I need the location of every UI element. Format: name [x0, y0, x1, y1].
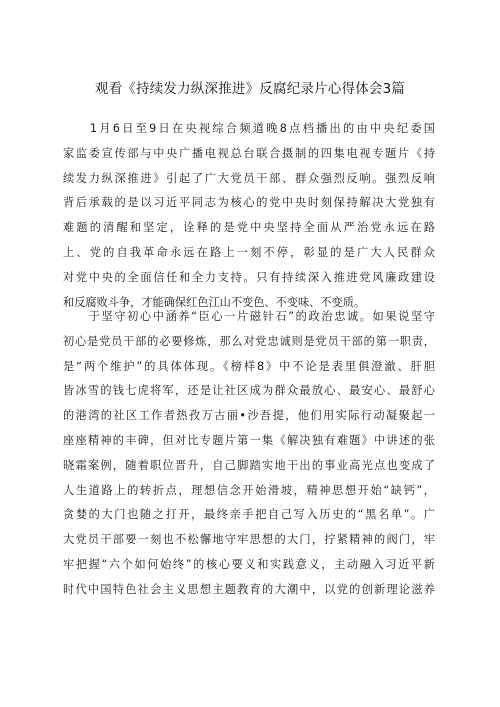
paragraph-line: 大党员干部要一刻也不松懈地守牢思想的大门，拧紧精神的阀门，牢 — [63, 533, 435, 547]
paragraph-line: 初心是党员干部的必要修炼，那么对党忠诚则是党员干部的第一职责， — [63, 334, 435, 348]
paragraph-line: 和反腐败斗争，才能确保红色江山不变色、不变味、不变质。 — [63, 295, 366, 309]
paragraph-line: 牢把握“六个如何始终”的核心要义和实践意义，主动融入习近平新 — [63, 557, 435, 571]
paragraph-line: 座座精神的丰碑，但对比专题片第一集《解决独有难题》中讲述的张 — [63, 433, 435, 447]
paragraph-line: 皆冰雪的钱七虎将军，还是让社区成为群众最放心、最安心、最舒心 — [63, 384, 435, 398]
paragraph-line: 对党中央的全面信任和全力支持。只有持续深入推进党风廉政建设 — [63, 270, 435, 284]
paragraph-line: 背后承载的是以习近平同志为核心的党中央时刻保持解决大党独有 — [63, 196, 435, 210]
paragraph-line: 上、党的自我革命永远在路上一刻不停，彰显的是广大人民群众 — [63, 245, 435, 259]
paragraph-line: 晓霜案例，随着职位晋升，自己脚踏实地干出的事业高光点也变成了 — [63, 458, 435, 472]
paragraph-line: 时代中国特色社会主义思想主题教育的大潮中，以党的创新理论滋养 — [63, 582, 435, 596]
paragraph-line: 是“两个维护”的具体体现。《榜样8》中不论是表里俱澄澈、肝胆 — [63, 359, 435, 373]
paragraph-line: 续发力纵深推进》引起了广大党员干部、群众强烈反响。强烈反响 — [63, 171, 435, 185]
paragraph-line: 家监委宣传部与中央广播电视总台联合摄制的四集电视专题片《持 — [63, 146, 435, 160]
document-title: 观看《持续发力纵深推进》反腐纪录片心得体会3篇 — [94, 81, 406, 97]
paragraph-line: 难题的清醒和坚定，诠释的是党中央坚持全面从严治党永远在路 — [63, 221, 435, 235]
paragraph-line: 于坚守初心中涵养“臣心一片磁针石”的政治忠诚。如果说坚守 — [63, 310, 435, 323]
paragraph-1 — [63, 117, 435, 315]
paragraph-line: 的港湾的社区工作者热孜万古丽•沙吾提，他们用实际行动凝聚起一 — [63, 409, 435, 423]
paragraph-line: 人生道路上的转折点，理想信念开始滑坡，精神思想开始“缺钙”， — [63, 483, 435, 497]
paragraph-line: 1月6日至9日在央视综合频道晚8点档播出的由中央纪委国 — [63, 122, 435, 135]
paragraph-line: 贪婪的大门也随之打开，最终亲手把自己写入历史的“黑名单”。广 — [63, 508, 435, 522]
paragraph-2 — [63, 305, 435, 603]
